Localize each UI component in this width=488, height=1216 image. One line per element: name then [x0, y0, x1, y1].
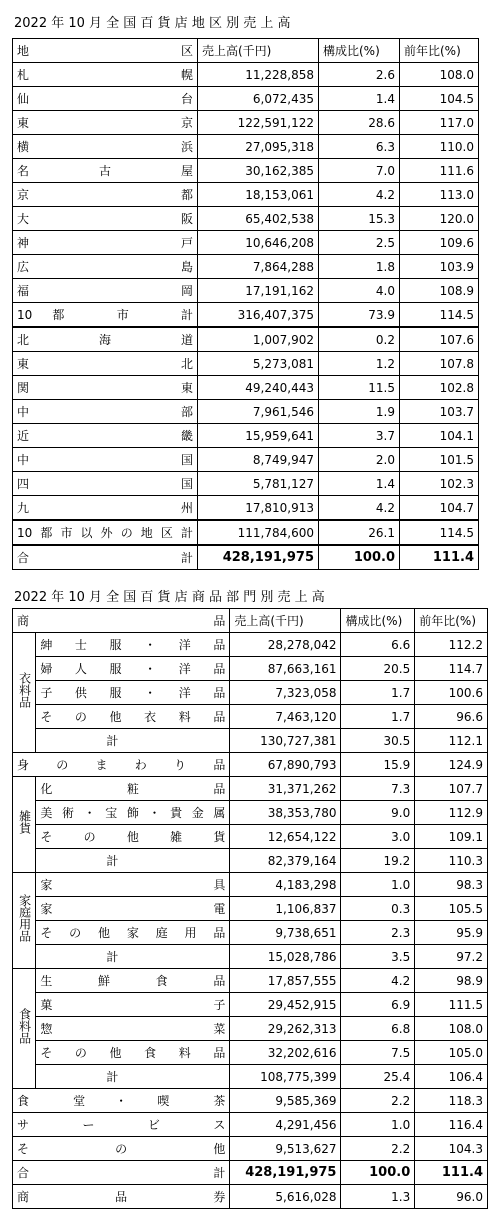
ratio-value: 25.4	[341, 1065, 415, 1089]
subtotal-label: 計	[36, 1065, 230, 1089]
area-name: 東 京	[13, 111, 198, 135]
group-label-text: 食料品	[17, 1007, 32, 1044]
ratio-value: 4.2	[319, 183, 400, 207]
sales-value: 7,323,058	[230, 681, 341, 705]
ratio-value: 9.0	[341, 801, 415, 825]
sales-value: 31,371,262	[230, 777, 341, 801]
yoy-value: 98.3	[415, 873, 488, 897]
ratio-value: 2.5	[319, 231, 400, 255]
region-row	[13, 472, 479, 496]
yoy-value: 105.0	[415, 1041, 488, 1065]
yoy-value: 111.5	[415, 993, 488, 1017]
item-name: そ の 他	[13, 1137, 230, 1161]
yoy-value: 111.4	[415, 1161, 488, 1185]
clothing-group-label	[13, 633, 36, 753]
ratio-value: 2.2	[341, 1137, 415, 1161]
table-header-row	[13, 609, 488, 633]
header-yoy: 前年比(%)	[415, 609, 488, 633]
item-name: 美術・宝飾・貴金属	[36, 801, 230, 825]
sales-value: 9,738,651	[230, 921, 341, 945]
other-category-row	[13, 1113, 488, 1137]
group-label-text: 雑貨	[17, 809, 32, 834]
subtotal-row	[13, 945, 488, 969]
area-name: 京 都	[13, 183, 198, 207]
sales-value: 4,291,456	[230, 1113, 341, 1137]
ratio-value: 3.0	[341, 825, 415, 849]
header-ratio: 構成比(%)	[341, 609, 415, 633]
yoy-value: 109.1	[415, 825, 488, 849]
yoy-value: 111.4	[400, 545, 479, 570]
sales-value: 30,162,385	[198, 159, 319, 183]
sales-value: 67,890,793	[230, 753, 341, 777]
header-sales: 売上高(千円)	[198, 39, 319, 63]
sales-value: 6,072,435	[198, 87, 319, 111]
sales-value: 9,513,627	[230, 1137, 341, 1161]
sales-value: 29,452,915	[230, 993, 341, 1017]
item-name: 婦 人 服 ・ 洋 品	[36, 657, 230, 681]
subtotal-label: 計	[36, 729, 230, 753]
grand-total-row	[13, 1161, 488, 1185]
sales-value: 111,784,600	[198, 520, 319, 545]
header-item: 商 品	[13, 609, 230, 633]
subtotal-row	[13, 1065, 488, 1089]
ratio-value: 28.6	[319, 111, 400, 135]
sales-value: 87,663,161	[230, 657, 341, 681]
yoy-value: 102.8	[400, 376, 479, 400]
subtotal-label: 計	[36, 945, 230, 969]
ratio-value: 15.3	[319, 207, 400, 231]
sales-value: 28,278,042	[230, 633, 341, 657]
sales-value: 122,591,122	[198, 111, 319, 135]
area-name: 四 国	[13, 472, 198, 496]
city-row	[13, 183, 479, 207]
item-row	[13, 897, 488, 921]
area-name: 中 国	[13, 448, 198, 472]
yoy-value: 107.7	[415, 777, 488, 801]
item-name: そ の 他 衣 料 品	[36, 705, 230, 729]
sales-value: 38,353,780	[230, 801, 341, 825]
item-name: 紳 士 服 ・ 洋 品	[36, 633, 230, 657]
ratio-value: 20.5	[341, 657, 415, 681]
ratio-value: 7.3	[341, 777, 415, 801]
sundries-group-label	[13, 777, 36, 873]
yoy-value: 104.3	[415, 1137, 488, 1161]
sales-value: 5,616,028	[230, 1185, 341, 1209]
ratio-value: 11.5	[319, 376, 400, 400]
sales-value: 1,106,837	[230, 897, 341, 921]
item-name: 合 計	[13, 1161, 230, 1185]
region-row	[13, 496, 479, 521]
sales-value: 316,407,375	[198, 303, 319, 328]
item-row	[13, 777, 488, 801]
accessories-row	[13, 753, 488, 777]
ratio-value: 4.0	[319, 279, 400, 303]
sales-value: 12,654,122	[230, 825, 341, 849]
yoy-value: 118.3	[415, 1089, 488, 1113]
area-name: 北 海 道	[13, 327, 198, 352]
grand-total-row	[13, 545, 479, 570]
area-name: 横 浜	[13, 135, 198, 159]
item-row	[13, 993, 488, 1017]
sales-value: 108,775,399	[230, 1065, 341, 1089]
region-row	[13, 327, 479, 352]
yoy-value: 117.0	[400, 111, 479, 135]
yoy-value: 100.6	[415, 681, 488, 705]
city-row	[13, 279, 479, 303]
yoy-value: 96.6	[415, 705, 488, 729]
item-row	[13, 657, 488, 681]
sales-value: 49,240,443	[198, 376, 319, 400]
sales-value: 5,781,127	[198, 472, 319, 496]
group-label-text: 衣料品	[17, 671, 32, 708]
item-name: 商 品 券	[13, 1185, 230, 1209]
sales-value: 130,727,381	[230, 729, 341, 753]
yoy-value: 108.0	[400, 63, 479, 87]
item-row	[13, 681, 488, 705]
yoy-value: 110.3	[415, 849, 488, 873]
sales-value: 32,202,616	[230, 1041, 341, 1065]
yoy-value: 102.3	[400, 472, 479, 496]
yoy-value: 114.7	[415, 657, 488, 681]
city-row	[13, 135, 479, 159]
sales-value: 7,463,120	[230, 705, 341, 729]
ratio-value: 19.2	[341, 849, 415, 873]
area-name: 福 岡	[13, 279, 198, 303]
subtotal-row	[13, 729, 488, 753]
area-name: 10 都 市 計	[13, 303, 198, 328]
item-name: 生 鮮 食 品	[36, 969, 230, 993]
item-name: そ の 他 家 庭 用 品	[36, 921, 230, 945]
item-row	[13, 1041, 488, 1065]
ratio-value: 1.4	[319, 472, 400, 496]
yoy-value: 112.2	[415, 633, 488, 657]
sales-value: 10,646,208	[198, 231, 319, 255]
area-name: 10都市以外の地区計	[13, 520, 198, 545]
region-row	[13, 352, 479, 376]
yoy-value: 103.9	[400, 255, 479, 279]
yoy-value: 113.0	[400, 183, 479, 207]
ratio-value: 4.2	[341, 969, 415, 993]
sales-value: 29,262,313	[230, 1017, 341, 1041]
ratio-value: 0.3	[341, 897, 415, 921]
yoy-value: 114.5	[400, 303, 479, 328]
sales-value: 8,749,947	[198, 448, 319, 472]
subtotal-row	[13, 849, 488, 873]
ratio-value: 1.4	[319, 87, 400, 111]
group-label-text: 家庭用品	[17, 893, 32, 942]
header-sales: 売上高(千円)	[230, 609, 341, 633]
area-name: 札 幌	[13, 63, 198, 87]
city-row	[13, 231, 479, 255]
item-row	[13, 801, 488, 825]
ratio-value: 100.0	[341, 1161, 415, 1185]
ratio-value: 15.9	[341, 753, 415, 777]
yoy-value: 108.0	[415, 1017, 488, 1041]
ratio-value: 1.7	[341, 681, 415, 705]
yoy-value: 106.4	[415, 1065, 488, 1089]
area-name: 広 島	[13, 255, 198, 279]
city-row	[13, 207, 479, 231]
ratio-value: 2.3	[341, 921, 415, 945]
ratio-value: 100.0	[319, 545, 400, 570]
item-name: 食 堂 ・ 喫 茶	[13, 1089, 230, 1113]
sales-value: 18,153,061	[198, 183, 319, 207]
yoy-value: 95.9	[415, 921, 488, 945]
item-row	[13, 1017, 488, 1041]
ratio-value: 1.2	[319, 352, 400, 376]
yoy-value: 124.9	[415, 753, 488, 777]
area-name: 近 畿	[13, 424, 198, 448]
item-row	[13, 633, 488, 657]
sales-value: 428,191,975	[230, 1161, 341, 1185]
ratio-value: 73.9	[319, 303, 400, 328]
area-name: 合 計	[13, 545, 198, 570]
city-total-row	[13, 303, 479, 328]
yoy-value: 111.6	[400, 159, 479, 183]
sales-value: 9,585,369	[230, 1089, 341, 1113]
table-header-row	[13, 39, 479, 63]
yoy-value: 116.4	[415, 1113, 488, 1137]
header-area: 地 区	[13, 39, 198, 63]
ratio-value: 1.9	[319, 400, 400, 424]
yoy-value: 120.0	[400, 207, 479, 231]
area-name: 神 戸	[13, 231, 198, 255]
other-category-row	[13, 1137, 488, 1161]
ratio-value: 1.0	[341, 873, 415, 897]
item-name: そ の 他 雑 貨	[36, 825, 230, 849]
region-row	[13, 424, 479, 448]
ratio-value: 6.6	[341, 633, 415, 657]
ratio-value: 2.0	[319, 448, 400, 472]
ratio-value: 6.9	[341, 993, 415, 1017]
subtotal-label: 計	[36, 849, 230, 873]
sales-value: 65,402,538	[198, 207, 319, 231]
city-row	[13, 111, 479, 135]
yoy-value: 97.2	[415, 945, 488, 969]
yoy-value: 104.1	[400, 424, 479, 448]
ratio-value: 2.2	[341, 1089, 415, 1113]
household-group-label	[13, 873, 36, 969]
item-name: 化 粧 品	[36, 777, 230, 801]
sales-value: 27,095,318	[198, 135, 319, 159]
item-name: 子 供 服 ・ 洋 品	[36, 681, 230, 705]
item-name: サ ー ビ ス	[13, 1113, 230, 1137]
item-name: 家 電	[36, 897, 230, 921]
sales-value: 82,379,164	[230, 849, 341, 873]
city-row	[13, 87, 479, 111]
yoy-value: 107.8	[400, 352, 479, 376]
other-total-row	[13, 520, 479, 545]
yoy-value: 101.5	[400, 448, 479, 472]
city-row	[13, 63, 479, 87]
yoy-value: 107.6	[400, 327, 479, 352]
item-row	[13, 921, 488, 945]
ratio-value: 7.0	[319, 159, 400, 183]
sales-value: 7,864,288	[198, 255, 319, 279]
city-row	[13, 255, 479, 279]
sales-value: 4,183,298	[230, 873, 341, 897]
sales-value: 428,191,975	[198, 545, 319, 570]
area-name: 中 部	[13, 400, 198, 424]
yoy-value: 114.5	[400, 520, 479, 545]
sales-value: 11,228,858	[198, 63, 319, 87]
ratio-value: 1.8	[319, 255, 400, 279]
area-name: 名 古 屋	[13, 159, 198, 183]
item-name: 家 具	[36, 873, 230, 897]
ratio-value: 6.3	[319, 135, 400, 159]
yoy-value: 103.7	[400, 400, 479, 424]
sales-value: 5,273,081	[198, 352, 319, 376]
food-group-label	[13, 969, 36, 1089]
yoy-value: 96.0	[415, 1185, 488, 1209]
sales-value: 15,028,786	[230, 945, 341, 969]
area-name: 大 阪	[13, 207, 198, 231]
yoy-value: 105.5	[415, 897, 488, 921]
yoy-value: 112.9	[415, 801, 488, 825]
category-sales-title: 2022 年 10 月 全 国 百 貨 店 商 品 部 門 別 売 上 高	[14, 590, 325, 605]
ratio-value: 1.0	[341, 1113, 415, 1137]
sales-value: 7,961,546	[198, 400, 319, 424]
ratio-value: 4.2	[319, 496, 400, 521]
ratio-value: 26.1	[319, 520, 400, 545]
region-row	[13, 400, 479, 424]
sales-value: 17,857,555	[230, 969, 341, 993]
item-row	[13, 705, 488, 729]
item-name: そ の 他 食 料 品	[36, 1041, 230, 1065]
yoy-value: 104.7	[400, 496, 479, 521]
sales-value: 15,959,641	[198, 424, 319, 448]
item-row	[13, 873, 488, 897]
gift-certificate-row	[13, 1185, 488, 1209]
yoy-value: 108.9	[400, 279, 479, 303]
yoy-value: 112.1	[415, 729, 488, 753]
header-yoy: 前年比(%)	[400, 39, 479, 63]
ratio-value: 30.5	[341, 729, 415, 753]
ratio-value: 1.3	[341, 1185, 415, 1209]
area-name: 仙 台	[13, 87, 198, 111]
region-row	[13, 376, 479, 400]
ratio-value: 3.7	[319, 424, 400, 448]
item-name: 菓 子	[36, 993, 230, 1017]
ratio-value: 1.7	[341, 705, 415, 729]
yoy-value: 98.9	[415, 969, 488, 993]
region-row	[13, 448, 479, 472]
ratio-value: 3.5	[341, 945, 415, 969]
ratio-value: 6.8	[341, 1017, 415, 1041]
item-row	[13, 825, 488, 849]
ratio-value: 7.5	[341, 1041, 415, 1065]
yoy-value: 104.5	[400, 87, 479, 111]
area-name: 関 東	[13, 376, 198, 400]
city-row	[13, 159, 479, 183]
yoy-value: 110.0	[400, 135, 479, 159]
yoy-value: 109.6	[400, 231, 479, 255]
sales-value: 17,810,913	[198, 496, 319, 521]
ratio-value: 0.2	[319, 327, 400, 352]
area-name: 東 北	[13, 352, 198, 376]
area-name: 九 州	[13, 496, 198, 521]
item-row	[13, 969, 488, 993]
item-name: 惣 菜	[36, 1017, 230, 1041]
other-category-row	[13, 1089, 488, 1113]
category-sales-table	[12, 608, 488, 1209]
area-sales-table	[12, 38, 479, 570]
item-name: 身 の ま わ り 品	[13, 753, 230, 777]
area-sales-title: 2022 年 10 月 全 国 百 貨 店 地 区 別 売 上 高	[14, 16, 291, 31]
ratio-value: 2.6	[319, 63, 400, 87]
sales-value: 17,191,162	[198, 279, 319, 303]
sales-value: 1,007,902	[198, 327, 319, 352]
header-ratio: 構成比(%)	[319, 39, 400, 63]
